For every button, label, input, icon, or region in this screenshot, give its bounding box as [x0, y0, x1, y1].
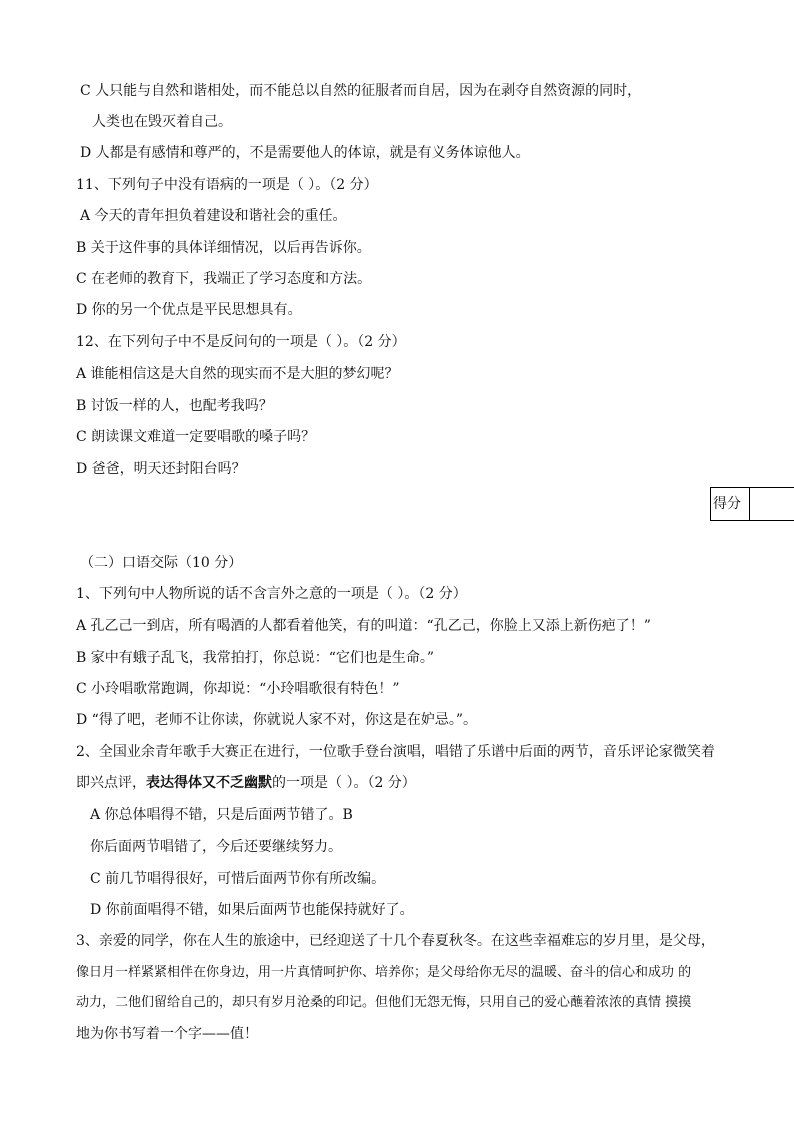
- s2q1-option-a: A 孔乙己一到店，所有喝酒的人都看着他笑，有的叫道：“孔乙己，你脸上又添上新伤疤了！”: [76, 618, 651, 634]
- s2q3-line1: 3、亲爱的同学，你在人生的旅途中，已经迎送了十几个春夏秋冬。在这些幸福难忘的岁月里，是父母，: [76, 933, 715, 949]
- q11-stem: 11、下列句子中没有语病的一项是（ ）。（2 分）: [76, 177, 378, 193]
- q10-option-c-line2: 人类也在毁灭着自己。: [92, 114, 232, 130]
- q12-option-c: C 朗读课文难道一定要唱歌的嗓子吗？: [76, 429, 316, 445]
- s2q1-option-b: B 家中有蛾子乱飞，我常拍打，你总说：“它们也是生命。”: [76, 650, 435, 666]
- s2q2-option-c: C 前几节唱得很好，可惜后面两节你有所改编。: [90, 871, 386, 887]
- q12-option-d: D 爸爸，明天还封阳台吗？: [76, 461, 246, 477]
- s2q2-option-a: A 你总体唱得不错，只是后面两节错了。B: [90, 807, 353, 823]
- score-entry-cell: [750, 488, 794, 520]
- q10-option-d: D 人都是有感情和尊严的，不是需要他人的体谅，就是有义务体谅他人。: [80, 145, 530, 161]
- s2q3-line4: 地为你书写着一个字——值！: [76, 1026, 258, 1042]
- s2q1-option-d: D “得了吧，老师不让你读，你就说人家不对，你这是在妒忌。”。: [76, 712, 477, 728]
- s2q2-stem-line1: 2、全国业余青年歌手大赛正在进行，一位歌手登台演唱，唱错了乐谱中后面的两节，音乐评论家微笑着: [76, 744, 715, 760]
- s2q3-line3: 动力，二他们留给自己的，却只有岁月沧桑的印记。但他们无怨无悔，只用自己的爱心蘸着浓浓的真情 摸摸: [76, 995, 692, 1010]
- s2q2-option-b: 你后面两节唱错了，今后还要继续努力。: [90, 839, 342, 855]
- s2q3-line2: 像日月一样紧紧相伴在你身边，用一片真情呵护你、培养你；是父母给你无尽的温暖、奋斗的信心和成功 的: [76, 965, 692, 980]
- s2q2-stem-line2: [76, 774, 416, 792]
- s2q2-stem-line2-start: 即兴点评，: [76, 775, 146, 791]
- q11-option-d: D 你的另一个优点是平民思想具有。: [76, 302, 302, 318]
- s2q2-stem-emphasis: 表达得体又不乏幽默: [146, 775, 272, 791]
- s2q2-stem-line2-end: 的一项是（ ）。（2 分）: [272, 775, 416, 791]
- q10-option-c-line1: C 人只能与自然和谐相处，而不能总以自然的征服者而自居，因为在剥夺自然资源的同时，: [80, 83, 642, 99]
- section2-title: （二）口语交际（10 分）: [80, 555, 243, 571]
- q12-option-b: B 讨饭一样的人，也配考我吗？: [76, 398, 273, 414]
- score-label: 得分: [713, 496, 741, 512]
- q11-option-c: C 在老师的教育下，我端正了学习态度和方法。: [76, 271, 372, 287]
- q12-stem: 12、在下列句子中不是反问句的一项是（ ）。（2 分）: [76, 334, 406, 350]
- q11-option-b: B 关于这件事的具体详细情况，以后再告诉你。: [76, 240, 371, 256]
- s2q1-stem: 1、下列句中人物所说的话不含言外之意的一项是（ ）。（2 分）: [76, 586, 467, 602]
- score-box: [710, 487, 794, 521]
- s2q1-option-c: C 小玲唱歌常跑调，你却说：“小玲唱歌很有特色！”: [76, 681, 400, 697]
- q12-option-a: A 谁能相信这是大自然的现实而不是大胆的梦幻呢？: [76, 366, 399, 382]
- q11-option-a: A 今天的青年担负着建设和谐社会的重任。: [80, 208, 347, 224]
- s2q2-option-d: D 你前面唱得不错，如果后面两节也能保持就好了。: [90, 902, 414, 918]
